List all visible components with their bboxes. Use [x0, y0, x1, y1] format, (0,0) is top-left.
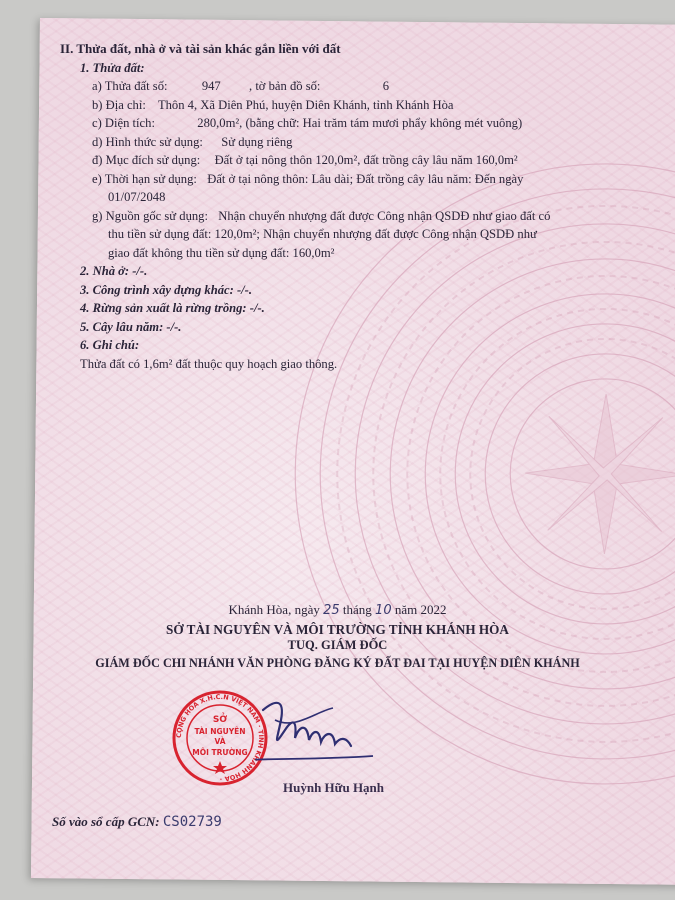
year-label: năm 2022 [394, 602, 447, 617]
area-label: c) Diện tích: [92, 116, 155, 130]
construction-item: 3. Công trình xây dựng khác: -/-. [80, 282, 252, 297]
seal-line-1: SỞ [212, 715, 228, 725]
agency-name: SỞ TÀI NGUYÊN VÀ MÔI TRƯỜNG TỈNH KHÁNH HÒA [166, 622, 509, 637]
house-item: 2. Nhà ở: -/-. [80, 264, 148, 278]
seal-line-3: VÀ [214, 737, 226, 746]
area-value: 280,0m², (bằng chữ: Hai trăm tám mươi phẩy không mét vuông) [197, 116, 523, 130]
section-title: II. Thửa đất, nhà ở và tài sản khác gắn liền với đất [60, 41, 341, 56]
term-row [60, 170, 620, 189]
origin-line-2: thu tiền sử dụng đất: 120,0m²; Nhận chuyển nhượng đất được Công nhận QSDĐ như [108, 227, 537, 241]
seal-ring-text: CỘNG HÒA X.H.C.N VIỆT NAM · TỈNH KHÁNH HÒA · [174, 692, 266, 784]
area-row [60, 114, 620, 133]
map-sheet-number: 6 [382, 79, 389, 93]
term-label: e) Thời hạn sử dụng: [92, 171, 197, 186]
gcn-register-row [52, 814, 222, 830]
purpose-label: đ) Mục đích sử dụng: [92, 153, 201, 167]
signer-name: Huỳnh Hữu Hạnh [283, 780, 385, 795]
use-form-value: Sử dụng riêng [221, 134, 293, 149]
purpose-row [60, 151, 620, 170]
date-prefix: Khánh Hòa, ngày [228, 602, 320, 617]
seal-line-4: MÔI TRƯỜNG [192, 748, 248, 757]
issue-day: 25 [323, 603, 340, 618]
issue-date [0, 602, 675, 618]
signature-block [0, 602, 675, 671]
address-row [60, 96, 620, 115]
use-form-label: d) Hình thức sử dụng: [92, 134, 203, 149]
origin-label: g) Nguồn gốc sử dụng: [92, 208, 208, 223]
parcel-number: 947 [201, 79, 221, 93]
address-label: b) Địa chỉ: [92, 97, 146, 112]
notes-heading: 6. Ghi chú: [80, 338, 140, 352]
perennial-item: 5. Cây lâu năm: -/-. [80, 319, 182, 334]
on-behalf: TUQ. GIÁM ĐỐC [287, 638, 388, 652]
seal-star-icon [213, 761, 227, 774]
parcel-label: a) Thửa đất số: [92, 79, 168, 93]
signer-position: GIÁM ĐỐC CHI NHÁNH VĂN PHÒNG ĐĂNG KÝ ĐẤT ĐAI TẠI HUYỆN DIÊN KHÁNH [95, 656, 580, 670]
origin-line-1: Nhận chuyển nhượng đất được Công nhận QSDĐ như giao đất có [218, 208, 551, 223]
seal-line-2: TÀI NGUYÊN [194, 727, 246, 736]
month-label: tháng [342, 602, 372, 617]
purpose-value: Đất ở tại nông thôn 120,0m², đất trồng cây lâu năm 160,0m² [214, 153, 518, 167]
land-heading: 1. Thửa đất: [80, 60, 145, 75]
origin-line-3: giao đất không thu tiền sử dụng đất: 160,0m² [108, 245, 335, 260]
forest-item: 4. Rừng sản xuất là rừng trồng: -/-. [80, 301, 265, 315]
map-sheet-label: , tờ bản đồ số: [249, 79, 321, 93]
origin-row [60, 207, 620, 226]
gcn-label: Số vào sổ cấp GCN: [52, 814, 160, 829]
notes-text: Thửa đất có 1,6m² đất thuộc quy hoạch giao thông. [80, 356, 338, 371]
parcel-row [60, 77, 620, 96]
address-value: Thôn 4, Xã Diên Phú, huyện Diên Khánh, tỉnh Khánh Hòa [157, 97, 454, 112]
gcn-number: CS02739 [162, 814, 222, 830]
use-form-row [60, 133, 620, 152]
issue-month: 10 [375, 603, 392, 618]
term-value: Đất ở tại nông thôn: Lâu dài; Đất trồng cây lâu năm: Đến ngày [207, 171, 524, 186]
term-continuation: 01/07/2048 [108, 190, 166, 204]
land-info-section [60, 40, 620, 373]
signature [255, 690, 375, 770]
